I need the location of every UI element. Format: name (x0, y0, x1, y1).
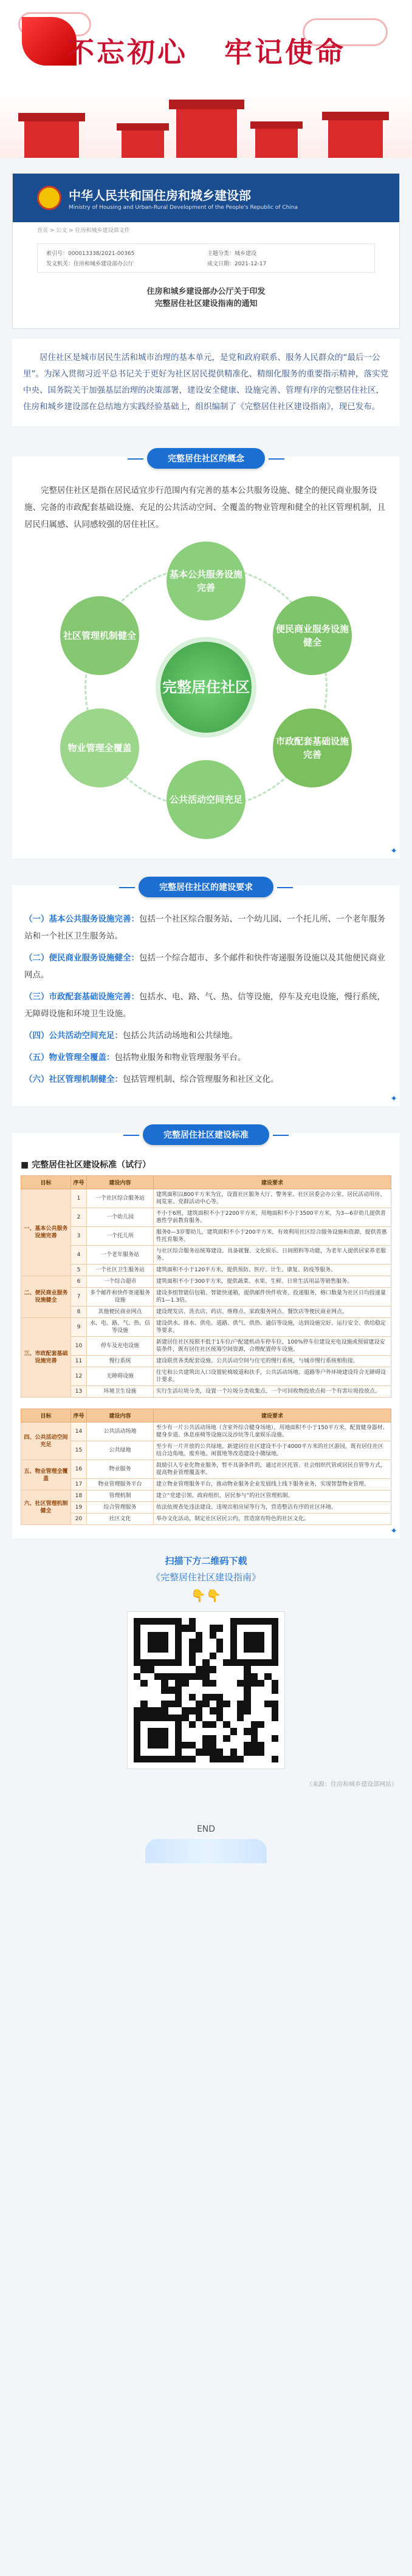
table-row (21, 1208, 391, 1227)
table-cell-goal: 一、基本公共服务设施完善 (21, 1189, 71, 1276)
table-cell-number: 8 (71, 1307, 87, 1318)
table-cell-number: 15 (71, 1441, 87, 1460)
header-banner (0, 0, 412, 158)
standards-section-title: 完整居住社区建设标准 (143, 1124, 269, 1145)
table-cell-number: 12 (71, 1367, 87, 1386)
table-cell-requirement: 实行生活垃圾分类，设置一个垃圾分类收集点、一个可回收物投放点和一个有害垃圾投放点。 (154, 1386, 391, 1398)
table-cell-content: 一个社区卫生服务站 (87, 1265, 154, 1276)
table-cell-content: 一个综合超市 (87, 1276, 154, 1288)
table-row (21, 1367, 391, 1386)
table-cell-number: 20 (71, 1514, 87, 1525)
table-row (21, 1479, 391, 1490)
table-row (21, 1189, 391, 1208)
table-cell-number: 10 (71, 1337, 87, 1356)
table-row (21, 1441, 391, 1460)
table-row (21, 1288, 391, 1307)
table-cell-number: 14 (71, 1422, 87, 1441)
sparkle-icon: ✦ (390, 1094, 397, 1104)
ministry-name-en: Ministry of Housing and Urban-Rural Development of the People's Republic of China (69, 204, 298, 211)
table-cell-number: 6 (71, 1276, 87, 1288)
download-instruction: 扫描下方二维码下载 (165, 1555, 247, 1566)
requirements-section-title: 完整居住社区的建设要求 (139, 877, 273, 897)
column-header: 建设要求 (154, 1176, 391, 1189)
table-cell-content: 停车及充电设施 (87, 1337, 154, 1356)
diagram-item-public-services: 基本公共服务设施完善 (167, 542, 245, 620)
table-cell-requirement: 建设多组智能信包箱、智能快递箱，提供邮件快件收寄、投递服务，格口数量为社区日均投递量的1—1.3倍。 (154, 1288, 391, 1307)
document-meta (37, 243, 375, 273)
table-cell-number: 5 (71, 1265, 87, 1276)
table-cell-requirement: 与社区综合服务站统筹建设。具备就餐、文化娱乐、日间照料等功能，为老年人提供居家养老服务。 (154, 1246, 391, 1265)
table-cell-content: 公共绿地 (87, 1441, 154, 1460)
diagram-item-municipal: 市政配套基础设施完善 (273, 709, 352, 787)
table-cell-goal: 三、市政配套基础设施完善 (21, 1318, 71, 1398)
table-title: ■ 完整居住社区建设标准（试行） (21, 1160, 151, 1170)
table-cell-requirement: 举办文化活动，制定社区居民公约，营造富有特色的社区文化。 (154, 1514, 391, 1525)
table-cell-content: 公共活动场地 (87, 1422, 154, 1441)
table-cell-requirement: 至少有一片公共活动场地（含室外综合健身场地），用地面积不小于150平方米，配置健身器材、健身步道、休息座椅等设施以及沙坑等儿童娱乐设施。 (154, 1422, 391, 1441)
column-header: 建设要求 (154, 1409, 391, 1422)
table-cell-requirement: 新建居住社区按照不低于1车位/户配建机动车停车位，100%停车位建设充电设施或预留建设安装条件，既有居住社区统筹空间资源，合理配置停车设施。 (154, 1337, 391, 1356)
table-cell-number: 13 (71, 1386, 87, 1398)
table-cell-number: 9 (71, 1318, 87, 1337)
table-cell-number: 18 (71, 1490, 87, 1502)
architecture-illustration (0, 91, 412, 158)
meta-index: 索引号：000013338/2021-00365 (46, 251, 135, 257)
table-cell-requirement: 建筑面积不小于300平方米，提供蔬菜、水果、生鲜、日常生活用品等销售服务。 (154, 1276, 391, 1288)
end-decoration (145, 1839, 267, 1863)
sparkle-icon: ✦ (390, 1526, 397, 1536)
column-header: 目标 (21, 1409, 71, 1422)
table-cell-content: 多个邮件和快件寄递服务设施 (87, 1288, 154, 1307)
table-cell-requirement: 建筑面积不小于120平方米，提供预防、医疗、计生、康复、防疫等服务。 (154, 1265, 391, 1276)
diagram-hub: 完整居住社区 (160, 642, 252, 733)
table-cell-number: 4 (71, 1246, 87, 1265)
table-row (21, 1502, 391, 1514)
table-row (21, 1318, 391, 1337)
table-cell-requirement: 至少有一片开放的公共绿地。新建居住社区建设不小于4000平方米的社区游园，既有居住社区结合边角地、废弃地、闲置地等改造建设小微绿地。 (154, 1441, 391, 1460)
table-cell-requirement: 鼓励引入专业化物业服务，暂不具备条件的，通过社区托管、社会组织代管或居民自管等方式，提高物业管理覆盖率。 (154, 1460, 391, 1479)
table-row (21, 1514, 391, 1525)
meta-date: 成文日期：2021-12-17 (207, 261, 267, 267)
table-row (21, 1307, 391, 1318)
table-cell-requirement: 服务0—3岁婴幼儿，建筑面积不小于200平方米，有效利用社区综合服务设施和资源，提供普惠性托育服务。 (154, 1227, 391, 1246)
table-cell-number: 2 (71, 1208, 87, 1227)
table-cell-number: 3 (71, 1227, 87, 1246)
download-doc-title: 《完整居住社区建设指南》 (151, 1572, 261, 1583)
standards-section (12, 1130, 400, 1538)
table-cell-requirement: 建设联贯各类配套设施、公共活动空间与住宅的慢行系统，与城市慢行系统相衔接。 (154, 1356, 391, 1367)
breadcrumb: 首页 > 公文 > 住房和城乡建设部文件 (37, 228, 130, 234)
diagram-item-community-mgmt: 社区管理机制健全 (60, 596, 139, 675)
column-header: 建设内容 (87, 1176, 154, 1189)
sparkle-icon: ✦ (390, 846, 397, 856)
table-cell-content: 综合管理服务 (87, 1502, 154, 1514)
table-row (21, 1460, 391, 1479)
table-cell-requirement: 建筑面积以800平方米为宜，设置社区服务大厅、警务室、社区居委会办公室、居民活动用房、阅览室、党群活动中心等。 (154, 1189, 391, 1208)
table-cell-number: 19 (71, 1502, 87, 1514)
standards-table-2 (21, 1409, 391, 1525)
table-cell-requirement: 建设供水、排水、供电、道路、供气、供热、通信等设施，达到设施完好、运行安全、供给稳定等要求。 (154, 1318, 391, 1337)
requirement-item: （四）公共活动空间充足：包括公共活动场地和公共绿地。 (24, 1031, 238, 1041)
diagram-item-property-mgmt: 物业管理全覆盖 (60, 709, 139, 787)
end-mark: END (196, 1824, 216, 1834)
banner-title-part1: 不忘初心 (66, 36, 188, 69)
table-cell-number: 1 (71, 1189, 87, 1208)
table-cell-goal: 六、社区管理机制健全 (21, 1490, 71, 1525)
document-heading-line2: 完整居住社区建设指南的通知 (154, 299, 258, 308)
table-cell-requirement: 建立物业管理服务平台，推动物业服务企业发展线上线下服务业务，实现智慧物业管理。 (154, 1479, 391, 1490)
ministry-name: 中华人民共和国住房和城乡建设部 (69, 188, 251, 203)
meta-category: 主题分类：城乡建设 (207, 251, 257, 257)
requirement-item: （六）社区管理机制健全：包括管理机制、综合管理服务和社区文化。 (24, 1075, 279, 1084)
table-cell-requirement: 建立“党建引领、政府组织、居民参与”的社区管理机制。 (154, 1490, 391, 1502)
table-row (21, 1356, 391, 1367)
table-row (21, 1386, 391, 1398)
document-heading-line1: 住房和城乡建设部办公厅关于印发 (146, 287, 266, 296)
concept-section (12, 454, 400, 858)
document-heading (13, 286, 399, 310)
table-row (21, 1490, 391, 1502)
table-cell-goal: 二、便民商业服务设施健全 (21, 1276, 71, 1318)
diagram-item-commercial: 便民商业服务设施健全 (273, 596, 352, 675)
table-cell-requirement: 依法依规查处违法建设、违规出租房屋等行为，营造整洁有序的社区环境。 (154, 1502, 391, 1514)
download-section (0, 1554, 412, 1769)
table-cell-content: 无障碍设施 (87, 1367, 154, 1386)
requirement-item: （二）便民商业服务设施健全：包括一个综合超市、多个邮件和快件寄递服务设施以及其他便民商业网点。 (24, 953, 385, 980)
concept-text: 完整居住社区是指在居民适宜步行范围内有完善的基本公共服务设施、健全的便民商业服务设施、完备的市政配套基础设施、充足的公共活动空间、全覆盖的物业管理和健全的社区管理机制，且居民归属感、认同感较强的居住社区。 (24, 486, 385, 529)
table-cell-goal: 五、物业管理全覆盖 (21, 1460, 71, 1490)
ministry-header (13, 174, 399, 222)
meta-issuer: 发文机关：住房和城乡建设部办公厅 (46, 261, 134, 267)
table-cell-content: 环境卫生设施 (87, 1386, 154, 1398)
table-row (21, 1246, 391, 1265)
concept-diagram (48, 542, 364, 845)
requirements-section (12, 885, 400, 1106)
column-header: 建设内容 (87, 1409, 154, 1422)
requirement-item: （一）基本公共服务设施完善：包括一个社区综合服务站、一个幼儿园、一个托儿所、一个老年服务站和一个社区卫生服务站。 (24, 914, 385, 941)
table-cell-content: 物业管理服务平台 (87, 1479, 154, 1490)
table-row (21, 1422, 391, 1441)
table-row (21, 1337, 391, 1356)
table-cell-content: 一个托儿所 (87, 1227, 154, 1246)
table-cell-content: 一个老年服务站 (87, 1246, 154, 1265)
column-header: 目标 (21, 1176, 71, 1189)
column-header: 序号 (71, 1176, 87, 1189)
table-cell-content: 其他便民商业网点 (87, 1307, 154, 1318)
qr-code[interactable] (127, 1611, 285, 1769)
intro-paragraph: 居住社区是城市居民生活和城市治理的基本单元，是党和政府联系、服务人民群众的“最后一公里”。为深入贯彻习近平总书记关于更好为社区居民提供精准化、精细化服务的重要指示精神，落实党中央、国务院关于加强基层治理的决策部署，建设安全健康、设施完善、管理有序的完整居住社区，住房和城乡建设部在总结地方实践经验基础上，组织编制了《完整居住社区建设指南》，现已发布。 (12, 339, 400, 426)
table-cell-content: 物业服务 (87, 1460, 154, 1479)
document-screenshot (12, 173, 400, 329)
table-cell-content: 社区文化 (87, 1514, 154, 1525)
concept-section-title: 完整居住社区的概念 (147, 448, 265, 469)
table-cell-requirement: 建设理发店、洗衣店、药店、维修点、家政服务网点、餐饮店等便民商业网点。 (154, 1307, 391, 1318)
table-cell-content: 水、电、路、气、热、信等设施 (87, 1318, 154, 1337)
requirement-item: （五）物业管理全覆盖：包括物业服务和物业管理服务平台。 (24, 1053, 246, 1062)
table-row (21, 1276, 391, 1288)
table-row (21, 1227, 391, 1246)
table-cell-number: 16 (71, 1460, 87, 1479)
diagram-item-activity-space: 公共活动空间充足 (167, 760, 245, 839)
national-emblem-icon (37, 186, 61, 210)
table-cell-requirement: 不小于6班，建筑面积不小于2200平方米，用地面积不小于3500平方米，为3—6岁幼儿提供普惠性学前教育服务。 (154, 1208, 391, 1227)
pointing-down-icon: 👇👇 (191, 1588, 221, 1603)
table-cell-number: 17 (71, 1479, 87, 1490)
table-row (21, 1265, 391, 1276)
table-cell-goal: 四、公共活动空间充足 (21, 1422, 71, 1460)
table-cell-content: 管理机制 (87, 1490, 154, 1502)
column-header: 序号 (71, 1409, 87, 1422)
table-cell-content: 一个社区综合服务站 (87, 1189, 154, 1208)
table-cell-content: 慢行系统 (87, 1356, 154, 1367)
table-cell-number: 7 (71, 1288, 87, 1307)
standards-table-1 (21, 1175, 391, 1398)
banner-title (0, 30, 412, 70)
banner-title-part2: 牢记使命 (224, 36, 346, 69)
requirement-item: （三）市政配套基础设施完善：包括水、电、路、气、热、信等设施，停车及充电设施，慢行系统，无障碍设施和环境卫生设施。 (24, 992, 385, 1019)
source-note: （来源：住房和城乡建设部网站） (306, 1781, 397, 1788)
table-cell-content: 一个幼儿园 (87, 1208, 154, 1227)
table-cell-number: 11 (71, 1356, 87, 1367)
table-cell-requirement: 住宅和公共建筑出入口设置轮椅坡道和扶手，公共活动场地、道路等户外环境建设符合无障碍设计要求。 (154, 1367, 391, 1386)
